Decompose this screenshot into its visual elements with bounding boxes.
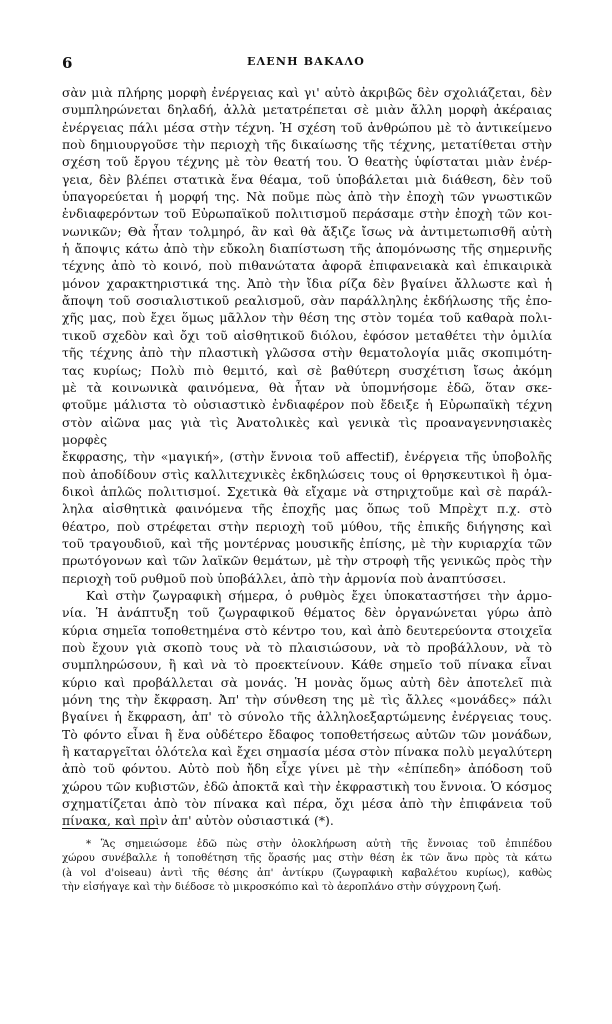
text-line: δικοὶ ἁπλῶς πολιτισμοί. Σχετικὰ θὰ εἴχαμε νὰ στηριχτοῦμε καὶ σὲ παράλ-: [62, 483, 552, 499]
text-line: τέχνης ἀπὸ τὸ κοινό, ποὺ πιθανώτατα ἀφορᾶ ἐπιφανειακὰ καὶ ἐπικαιρικὰ: [62, 258, 552, 274]
footnote: [62, 838, 552, 895]
text-line: νία. Ἡ ἀνάπτυξη τοῦ ζωγραφικοῦ θέματος δὲν ὀργανώνεται γύρω ἀπὸ: [62, 605, 552, 621]
text-line: ἐνέργειας πάλι μέσα στὴν τέχνη. Ἡ σχέση τοῦ ἀνθρώπου μὲ τὸ ἀντικείμενο: [62, 119, 552, 135]
text-line: συμπληρώσουν, ἢ καὶ νὰ τὸ προεκτείνουν. Κάθε σημεῖο τοῦ πίνακα εἶναι: [62, 657, 552, 673]
text-line: περιοχὴ τοῦ ρυθμοῦ ποὺ ὑποβάλλει, ἀπὸ τὴν ἁρμονία ποὺ ἀναπτύσσει.: [62, 570, 507, 586]
text-line: σχέση τοῦ ἔργου τέχνης μὲ τὸν θεατή του. Ὁ θεατὴς ὑφίσταται μιὰν ἐνέρ-: [62, 154, 552, 170]
text-line: ἡ ἄποψις κάτω ἀπὸ τὴν εὔκολη διαπίστωση τῆς ἀπομόνωσης τῆς σημερινῆς: [62, 241, 552, 257]
text-line: Καὶ στὴν ζωγραφικὴ σήμερα, ὁ ρυθμὸς ἔχει ὑποκαταστήσει τὴν ἁρμο-: [86, 587, 552, 603]
paragraph-1: [62, 84, 552, 587]
running-title: ΕΛΕΝΗ ΒΑΚΑΛΟ: [246, 55, 366, 68]
text-line: τας κυρίως; Πολὺ πιὸ θεμιτό, καὶ σὲ βαθύτερη συσχέτιση ἴσως ἀκόμη: [62, 362, 552, 378]
text-line: ποὺ ἀποδίδουν στὶς καλλιτεχνικὲς ἐκδηλώσεις τους οἱ θρησκευτικοὶ ἢ ὁμα-: [62, 466, 552, 482]
text-line: θέατρο, ποὺ στρέφεται στὴν περιοχὴ τοῦ μύθου, τῆς ἐπικῆς διήγησης καὶ: [62, 518, 552, 534]
text-line: πίνακα, καὶ πρὶν ἀπ' αὐτὸν οὐσιαστικά (*).: [62, 813, 334, 829]
text-line: κύριο καὶ προβάλλεται σὰ μονάς. Ἡ μονὰς ὅμως αὐτὴ δὲν ἀποτελεῖ πιὰ: [62, 674, 552, 690]
text-line: ἔκφρασης, τὴν «μαγική», (στὴν ἔννοια τοῦ affectif), ἐνέργεια τῆς ὑποβολῆς: [62, 449, 552, 465]
text-line: ἄποψη τοῦ σοσιαλιστικοῦ ρεαλισμοῦ, σὰν παράλληλης ἐκδήλωσης τῆς ἐπο-: [62, 293, 552, 309]
text-line: βγαίνει ἡ ἔκφραση, ἀπ' τὸ σύνολο τῆς ἀλληλοεξαρτώμενης ἐνέργειας τους.: [62, 709, 552, 725]
text-line: χῆς μας, ποὺ ἔχει ὅμως μᾶλλον τὴν θέση της στὸν τομέα τοῦ καθαρὰ πολι-: [62, 310, 552, 326]
footnote-line: * Ἂς σημειώσομε ἐδῶ πὼς στὴν ὁλοκλήρωση αὐτὴ τῆς ἔννοιας τοῦ ἐπιπέδου: [86, 839, 552, 850]
footnote-line: χώρου συνέβαλλε ἡ τοποθέτηση τῆς ὅρασής μας στὴν θέση ἐκ τῶν ἄνω πρὸς τὰ κάτω: [62, 853, 552, 865]
text-line: τικοῦ σχεδὸν καὶ ὄχι τοῦ αἰσθητικοῦ διόλου, ἐφόσον μεταθέτει τὴν ὁμιλία: [62, 327, 552, 343]
text-line: γεια, δὲν βλέπει στατικὰ ἕνα θέαμα, τοῦ ὑποβάλεται μιὰ διάθεση, δὲν τοῦ: [62, 171, 552, 187]
running-head: [62, 54, 550, 72]
text-line: πρωτόγονων καὶ τῶν λαϊκῶν θεμάτων, μὲ τὴν στροφὴ τῆς γενικῶς πρὸς τὴν: [62, 553, 552, 569]
text-line: σὰν μιὰ πλήρης μορφὴ ἐνέργειας καὶ γι' αὐτὸ ἀκριβῶς δὲν σχολιάζεται, δὲν: [62, 85, 552, 100]
text-line: χώρου τῶν κυβιστῶν, ἐδῶ ἀποκτᾶ καὶ τὴν ἐκφραστικὴ του ἔννοια. Ὁ κόσμος: [62, 778, 552, 794]
page-number: 6: [62, 54, 73, 72]
text-line: νωνικῶν; Θὰ ἦταν τολμηρό, ἂν καὶ θὰ ἄξιζε ἴσως νὰ ἀντιμετωπισθῆ αὐτὴ: [62, 223, 552, 239]
text-line: Τὸ φόντο εἶναι ἢ ἕνα οὐδέτερο ἔδαφος τοποθετήσεως αὐτῶν τῶν μονάδων,: [62, 726, 552, 742]
text-line: σχηματίζεται ἀπὸ τὸν πίνακα καὶ πέρα, ὄχι μέσα ἀπὸ τὴν ἐπιφάνεια τοῦ: [62, 796, 552, 812]
text-line: ἢ καταργεῖται ὁλότελα καὶ ἔχει σημασία μέσα στὸν πίνακα πολὺ μεγαλύτερη: [62, 744, 552, 760]
text-line: φτοῦμε μάλιστα τὸ οὐσιαστικὸ ἐνδιαφέρον ποὺ ἔδειξε ἡ Εὐρωπαϊκὴ τέχνη: [62, 397, 552, 413]
text-line: ὑπαγορεύεται ἡ μορφή της. Νὰ ποῦμε πὼς ἀπὸ τὴν ἐποχὴ τῶν γνωστικῶν: [62, 189, 552, 205]
text-line: μόνον χαρακτηριστικά της. Ἀπὸ τὴν ἴδια ρίζα δὲν βγαίνει ἄλλωστε καὶ ἡ: [62, 275, 552, 291]
body-text: [62, 84, 552, 830]
footnote-line: τὴν εἰσήγαγε καὶ τὴν διέδοσε τὸ μικροσκόπιο καὶ τὸ ἀεροπλάνο στὴν σύγχρονη ζωή.: [62, 881, 502, 893]
text-line: στὸν αἰῶνα μας γιὰ τὶς Ἀνατολικὲς καὶ γενικὰ τὶς προαναγεννησιακὲς μορφὲς: [62, 414, 552, 447]
paragraph-2: [62, 587, 552, 830]
text-line: ποὺ δημιουργοῦσε τὴν περιοχὴ τῆς δικαίωσης τῆς τέχνης, μετατίθεται στὴν: [62, 137, 552, 153]
text-line: τῆς τέχνης ἀπὸ τὴν πλαστικὴ γλῶσσα στὴν θεματολογία μιᾶς σκοπιμότη-: [62, 345, 552, 361]
text-line: μόνη της τὴν ἔκφραση. Ἀπ' τὴν σύνθεση της μὲ τὶς ἄλλες «μονάδες» πάλι: [62, 692, 552, 708]
text-line: μὲ τὰ κοινωνικὰ φαινόμενα, θὰ ἦταν νὰ ὑπομνήσομε ἐδῶ, ὅταν σκε-: [62, 379, 552, 395]
text-line: ληλα αἰσθητικὰ φαινόμενα τῆς ἐποχῆς μας ὅπως τοῦ Μπρὲχτ π.χ. στὸ: [62, 501, 552, 517]
text-line: ἀπὸ τοῦ φόντου. Αὐτὸ ποὺ ἤδη εἶχε γίνει μὲ τὴν «ἐπίπεδη» ἀπόδοση τοῦ: [62, 761, 552, 777]
footnote-divider: [62, 828, 158, 829]
text-line: κύρια σημεῖα τοποθετημένα στὸ κέντρο του, καὶ ἀπὸ δευτερεύοντα στοιχεῖα: [62, 622, 552, 638]
footnote-line: (à vol d'oiseau) ἀντὶ τῆς θέσης ἀπ' ἀντίκρυ (ζωγραφικὴ καβαλέτου κυρίως), καθὼς: [62, 867, 552, 879]
text-line: ποὺ ἔχουν γιὰ σκοπὸ τους νὰ τὸ πλαισιώσουν, νὰ τὸ προβάλλουν, νὰ τὸ: [62, 640, 552, 655]
text-line: ἐνδιαφερόντων τοῦ Εὐρωπαϊκοῦ πολιτισμοῦ περάσαμε στὴν ἐποχὴ τῶν κοι-: [62, 206, 552, 222]
text-line: τοῦ τραγουδιοῦ, καὶ τῆς μοντέρνας μουσικῆς ἐπίσης, μὲ τὴν κυριαρχία τῶν: [62, 535, 552, 551]
text-line: συμπληρώνεται δηλαδή, ἀλλὰ μετατρέπεται σὲ μιὰν ἄλλη μορφὴ ἀκέραιας: [62, 102, 552, 118]
